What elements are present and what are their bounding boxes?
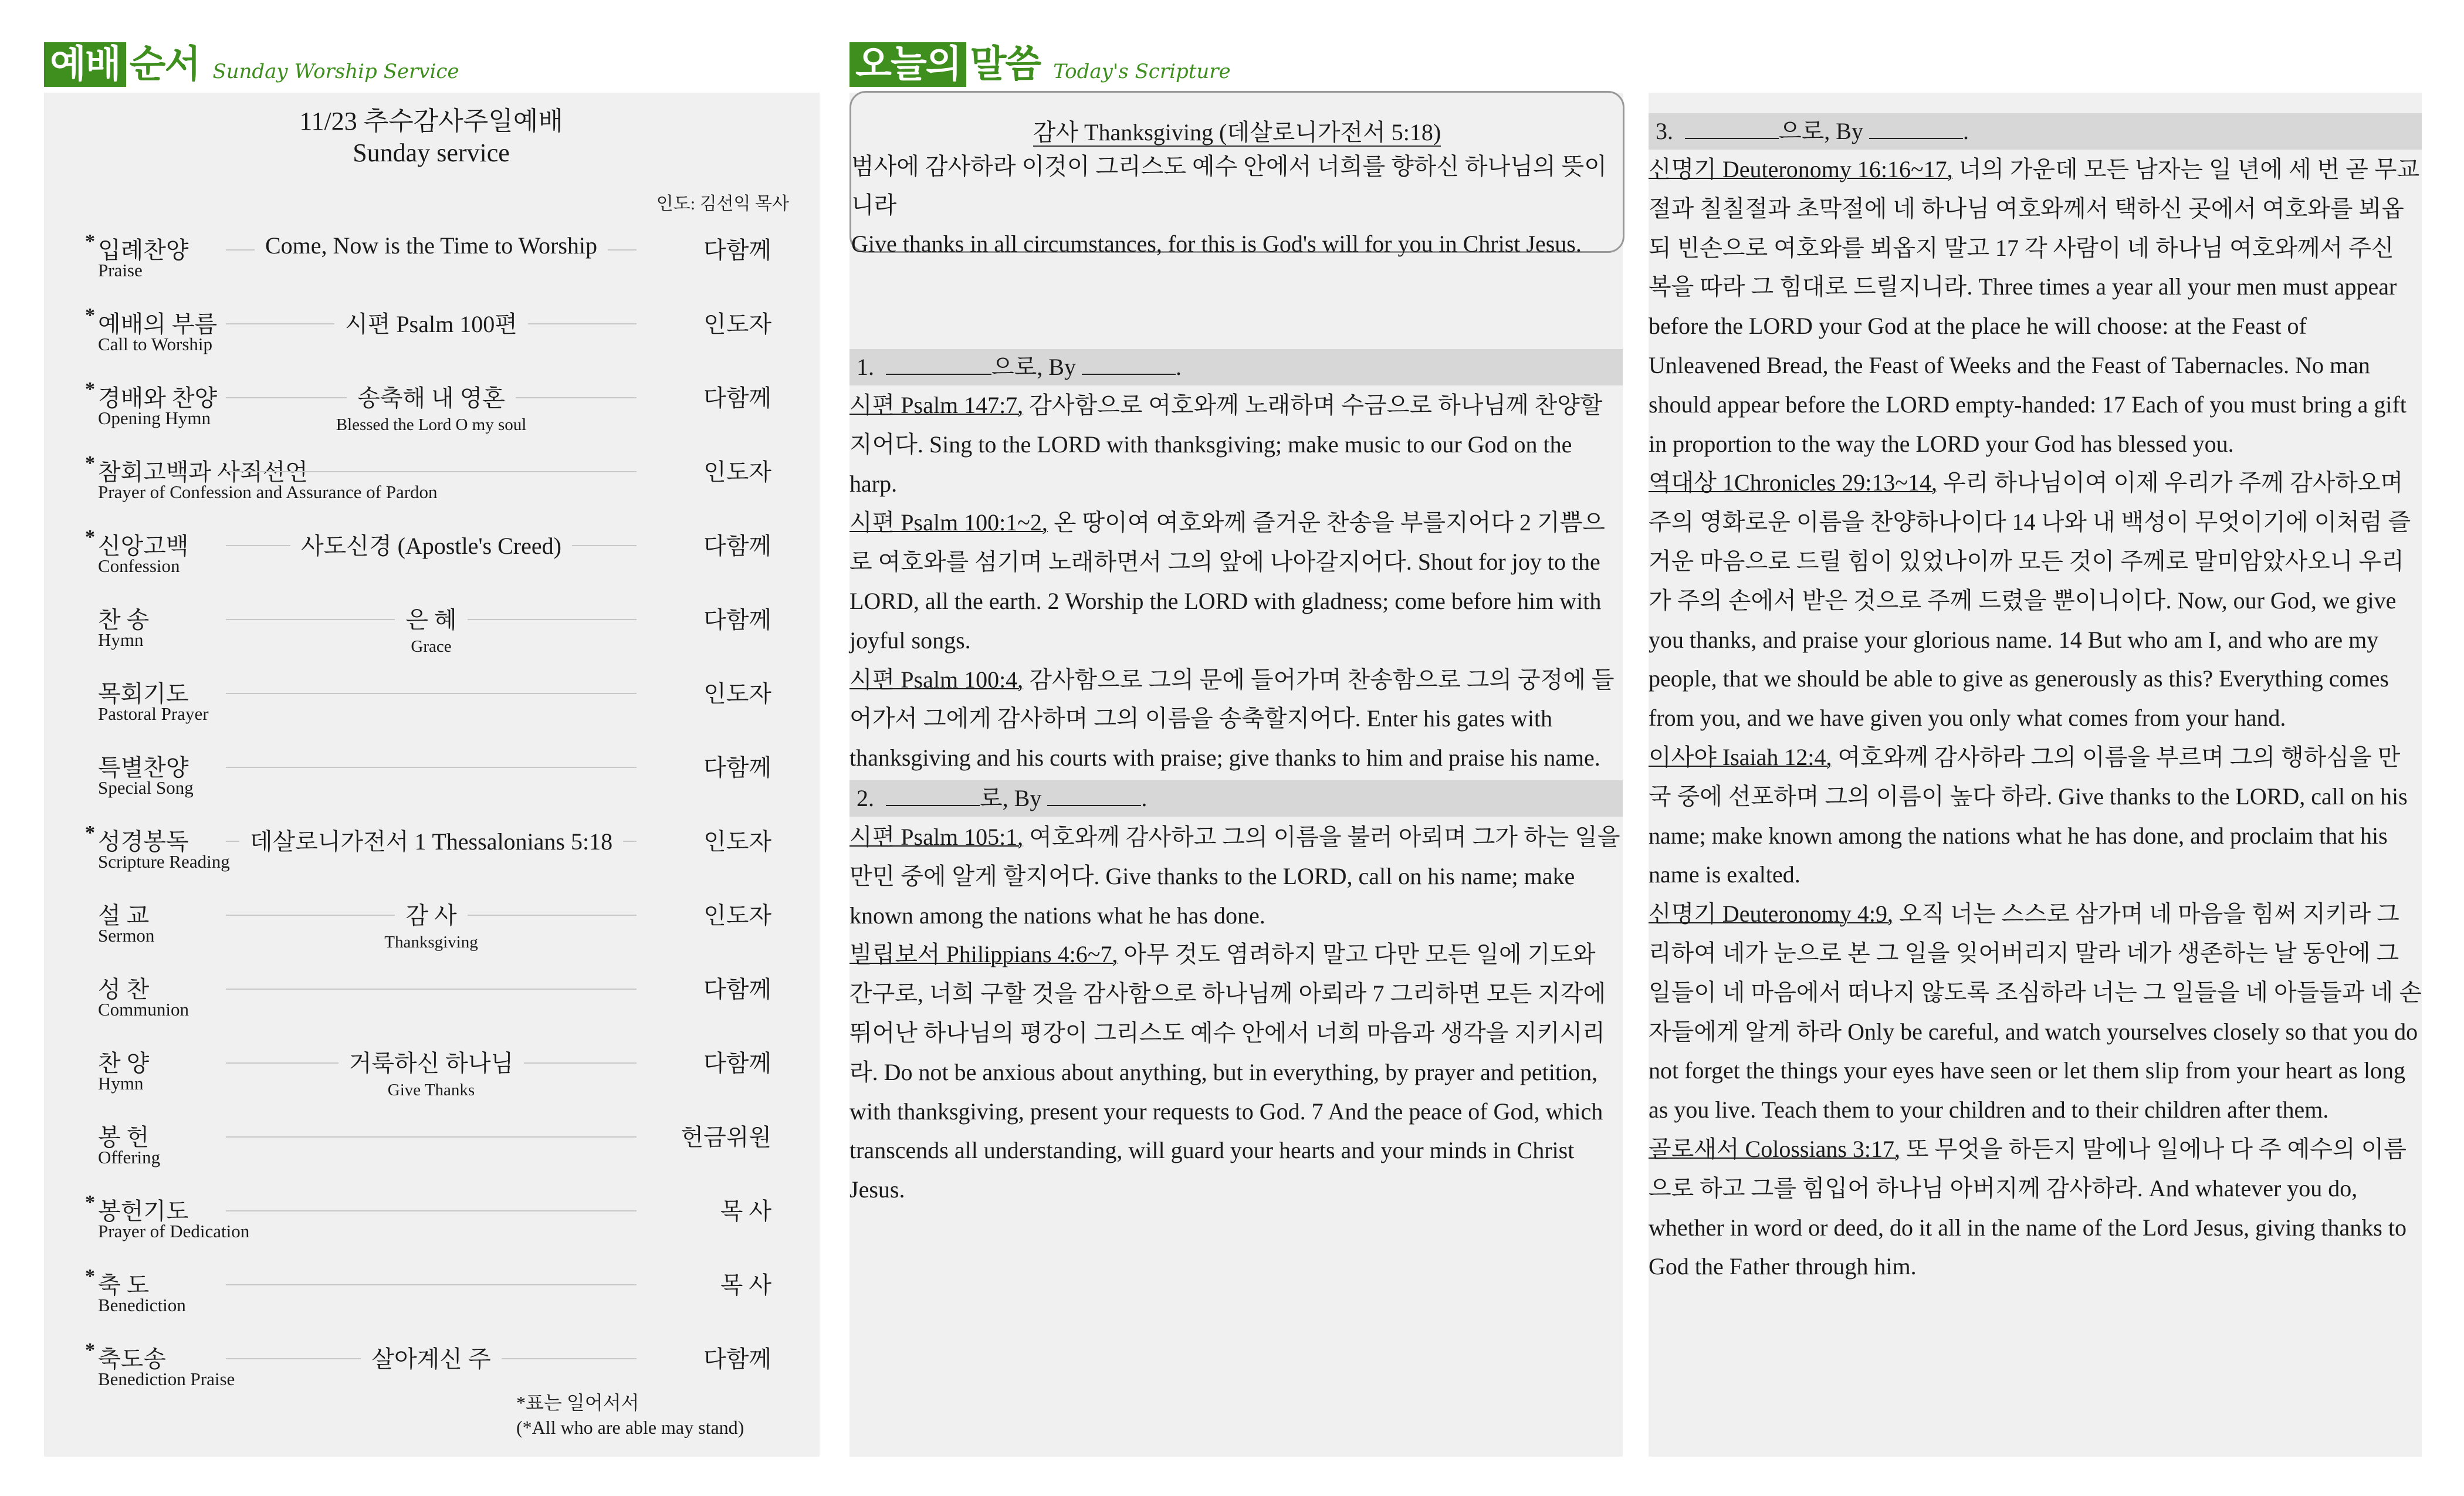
stand-marker: * bbox=[85, 304, 95, 326]
item-content-title: Come, Now is the Time to Worship bbox=[255, 232, 608, 259]
section-label: 로, By bbox=[980, 785, 1042, 811]
theme-verse-ko: 범사에 감사하라 이것이 그리스도 예수 안에서 너희를 향하신 하나님의 뜻이니라 bbox=[851, 153, 1607, 218]
item-content-subtitle: Blessed the Lord O my soul bbox=[336, 415, 527, 434]
item-title-en: Benediction Praise bbox=[98, 1369, 235, 1389]
dotted-leader-line bbox=[226, 1136, 637, 1138]
dotted-leader-line bbox=[226, 989, 637, 990]
section-1-verses bbox=[849, 386, 1623, 778]
item-content-title: 데살로니가전서 1 Thessalonians 5:18 bbox=[239, 823, 623, 857]
verse-text: 아무 것도 염려하지 말고 다만 모든 일에 기도와 간구로, 너희 구할 것을 감사함으로 하나님께 아뢰라 7 그리하면 모든 지각에 뛰어난 하나님의 평강이 그리스도 예수 안에서 너희 마음과 생각을 지키시리라. Do not be anxious about anything, but in everything, by prayer and petition, with thanksgiving, present your requests to God. 7 And the peace of God, which transcends all understanding, will guard your hearts and your minds in Christ Jesus. bbox=[849, 941, 1606, 1203]
dotted-leader-line bbox=[226, 1284, 637, 1285]
item-content-subtitle: Thanksgiving bbox=[384, 933, 478, 952]
worship-item bbox=[44, 1267, 771, 1331]
header-tag: 예배 bbox=[44, 42, 126, 87]
verse bbox=[1649, 469, 2411, 731]
item-title-en: Pastoral Prayer bbox=[98, 703, 209, 724]
item-title-en: Hymn bbox=[98, 629, 144, 650]
item-content bbox=[226, 1341, 637, 1374]
item-content-subtitle: Give Thanks bbox=[387, 1081, 475, 1099]
item-role: 다함께 bbox=[703, 976, 771, 1003]
section-end: . bbox=[1175, 354, 1182, 380]
header-tag: 오늘의 bbox=[849, 42, 966, 87]
worship-item bbox=[44, 232, 771, 296]
item-content-subtitle: Grace bbox=[411, 637, 452, 656]
section-number: 2. bbox=[857, 785, 874, 811]
verse-text: 너의 가운데 모든 남자는 일 년에 세 번 곧 무교절과 칠칠절과 초막절에 네 하나님 여호와께서 택하신 곳에서 여호와를 뵈옵되 빈손으로 여호와를 뵈옵지 말고 17 각 사람이 네 하나님 여호와께서 주신 복을 따라 그 힘대로 드릴지니라. Three times a year all your men must appear before the LORD your God at the place he will choose: at the Feast of Unleavened Bread, the Feast of Weeks and the Feast of Tabernacles. No man should appear before the LORD empty-handed: 17 Each of you must bring a gift in proportion to the way the LORD your God has blessed you. bbox=[1649, 156, 2420, 457]
item-title-en: Offering bbox=[98, 1147, 161, 1167]
theme-verse-en: Give thanks in all circumstances, for this is God's will for you in Christ Jesus. bbox=[851, 231, 1582, 257]
verse-reference: 신명기 Deuteronomy 16:16~17, bbox=[1649, 156, 1953, 182]
header-script: Today's Scripture bbox=[1053, 60, 1231, 83]
verse bbox=[849, 824, 1620, 929]
worship-item bbox=[44, 1119, 771, 1183]
worship-item bbox=[44, 1045, 771, 1109]
item-title-en: Confession bbox=[98, 556, 180, 576]
item-title-ko: 참회고백과 사죄선언 bbox=[98, 459, 308, 485]
item-title-ko: 특별찬양 bbox=[98, 754, 189, 781]
item-role: 인도자 bbox=[703, 681, 771, 707]
item-content-title: 거룩하신 하나님 bbox=[339, 1045, 524, 1078]
verse-text: 여호와께 감사하고 그의 이름을 불러 아뢰며 그가 하는 일을 만민 중에 알게 할지어다. Give thanks to the LORD, call on his name; make known among the nations what he has done. bbox=[849, 824, 1620, 929]
verse-reference: 시편 Psalm 147:7, bbox=[849, 392, 1024, 418]
verse bbox=[1649, 901, 2422, 1123]
item-role: 인도자 bbox=[703, 459, 771, 485]
item-title-ko: 성경봉독 bbox=[98, 828, 189, 855]
verse-reference: 시편 Psalm 100:1~2, bbox=[849, 509, 1048, 536]
header-tag-2: 순서 bbox=[129, 43, 200, 86]
worship-item bbox=[44, 971, 771, 1035]
stand-marker: * bbox=[85, 1192, 95, 1213]
verse bbox=[849, 509, 1605, 653]
item-role: 다함께 bbox=[703, 754, 771, 781]
section-label: 으로, By bbox=[991, 354, 1076, 380]
section-3-verses bbox=[1649, 150, 2422, 1287]
worship-item bbox=[44, 527, 771, 592]
scripture-header bbox=[849, 42, 1231, 87]
verse-text: 감사함으로 여호와께 노래하며 수금으로 하나님께 찬양할지어다. Sing to the LORD with thanksgiving; make music to our God on the harp. bbox=[849, 392, 1603, 497]
verse-reference: 시편 Psalm 105:1, bbox=[849, 824, 1024, 850]
item-role: 다함께 bbox=[703, 1346, 771, 1372]
item-content bbox=[226, 527, 637, 561]
item-role: 헌금위원 bbox=[681, 1124, 771, 1150]
stand-marker: * bbox=[85, 526, 95, 548]
item-content bbox=[226, 380, 637, 435]
item-role: 목 사 bbox=[720, 1198, 771, 1224]
item-title-en: Prayer of Dedication bbox=[98, 1221, 250, 1241]
section-1-bar bbox=[849, 349, 1623, 385]
item-role: 인도자 bbox=[703, 902, 771, 929]
section-3-bar bbox=[1649, 113, 2422, 150]
item-title-ko: 찬 송 bbox=[98, 607, 150, 633]
service-title-en: Sunday service bbox=[353, 138, 510, 167]
item-role: 목 사 bbox=[720, 1272, 771, 1298]
stand-marker: * bbox=[85, 822, 95, 844]
item-title-ko: 봉헌기도 bbox=[98, 1198, 189, 1224]
verse-reference: 시편 Psalm 100:4, bbox=[849, 666, 1024, 693]
item-content-title: 감 사 bbox=[395, 897, 467, 930]
stand-marker: * bbox=[85, 1265, 95, 1287]
item-title-en: Benediction bbox=[98, 1295, 186, 1315]
verse bbox=[849, 941, 1606, 1203]
verse-reference: 역대상 1Chronicles 29:13~14, bbox=[1649, 469, 1937, 496]
service-leader: 인도: 김선익 목사 bbox=[656, 194, 789, 214]
verse-text: 또 무엇을 하든지 말에나 일에나 다 주 예수의 이름으로 하고 그를 힘입어 하나님 아버지께 감사하라. And whatever you do, whether in word or deed, do it all in the name of the Lord Jesus, giving thanks to God the Father through him. bbox=[1649, 1135, 2407, 1280]
item-content-title: 시편 Psalm 100편 bbox=[334, 306, 528, 339]
item-content bbox=[226, 601, 637, 656]
dotted-leader-line bbox=[226, 767, 637, 768]
item-title-ko: 축도송 bbox=[98, 1346, 166, 1372]
item-title-ko: 목회기도 bbox=[98, 681, 189, 707]
worship-order-header bbox=[44, 42, 459, 87]
verse-text: 오직 너는 스스로 삼가며 네 마음을 힘써 지키라 그리하여 네가 눈으로 본 그 일을 잊어버리지 말라 네가 생존하는 날 동안에 그 일들이 네 마음에서 떠나지 않도록 조심하라 너는 그 일들을 네 아들들과 네 손자들에게 알게 하라 Only be careful, and watch yourselves closely so that you do not forget the things your eyes have seen or let them slip from your heart as long as you live. Teach them to your children and to their children after them. bbox=[1649, 901, 2422, 1123]
item-title-ko: 봉 헌 bbox=[98, 1124, 150, 1150]
worship-item bbox=[44, 380, 771, 444]
item-title-ko: 입례찬양 bbox=[98, 237, 189, 263]
item-role: 다함께 bbox=[703, 533, 771, 559]
theme-verse-box bbox=[849, 91, 1624, 257]
worship-item bbox=[44, 453, 771, 518]
item-title-ko: 예배의 부름 bbox=[98, 311, 218, 337]
item-content bbox=[226, 306, 637, 339]
item-title-en: Prayer of Confession and Assurance of Pardon bbox=[98, 482, 438, 502]
item-title-en: Scripture Reading bbox=[98, 851, 230, 872]
item-content-title: 은 혜 bbox=[395, 601, 467, 635]
stand-marker: * bbox=[85, 1339, 95, 1361]
section-2-bar bbox=[849, 780, 1623, 817]
dotted-leader-line bbox=[226, 693, 637, 694]
item-title-ko: 축 도 bbox=[98, 1272, 150, 1298]
worship-item bbox=[44, 306, 771, 370]
item-role: 다함께 bbox=[703, 607, 771, 633]
verse-text: 온 땅이여 여호와께 즐거운 찬송을 부를지어다 2 기쁨으로 여호와를 섬기며 노래하면서 그의 앞에 나아갈지어다. Shout for joy to the LORD, all the earth. 2 Worship the LORD with gladness; come before him with joyful songs. bbox=[849, 509, 1605, 654]
item-title-en: Opening Hymn bbox=[98, 408, 211, 428]
item-title-en: Praise bbox=[98, 260, 143, 280]
verse-text: 감사함으로 그의 문에 들어가며 찬송함으로 그의 궁정에 들어가서 그에게 감사하며 그의 이름을 송축할지어다. Enter his gates with thanksgiving and his courts with praise; give thanks to him and praise his name. bbox=[849, 666, 1615, 771]
standing-note-ko: *표는 일어서서 bbox=[516, 1392, 639, 1413]
section-end: . bbox=[1962, 118, 1969, 144]
section-label: 으로, By bbox=[1779, 118, 1863, 144]
verse bbox=[1649, 156, 2419, 457]
section-end: . bbox=[1141, 785, 1148, 811]
verse bbox=[1649, 1136, 2407, 1280]
service-title bbox=[44, 106, 818, 169]
header-script: Sunday Worship Service bbox=[212, 60, 459, 83]
section-number: 1. bbox=[857, 354, 874, 380]
verse-reference: 골로새서 Colossians 3:17, bbox=[1649, 1135, 1901, 1162]
stand-marker: * bbox=[85, 378, 95, 400]
service-title-ko: 11/23 추수감사주일예배 bbox=[299, 107, 563, 136]
item-title-en: Sermon bbox=[98, 925, 155, 946]
standing-note-en: (*All who are able may stand) bbox=[516, 1417, 744, 1438]
verse-reference: 이사야 Isaiah 12:4, bbox=[1649, 743, 1832, 770]
stand-marker: * bbox=[85, 231, 95, 252]
worship-item bbox=[44, 675, 771, 740]
item-title-en: Special Song bbox=[98, 777, 194, 798]
verse bbox=[849, 666, 1615, 771]
worship-item bbox=[44, 823, 771, 888]
worship-item bbox=[44, 749, 771, 814]
item-content-title: 송축해 내 영혼 bbox=[347, 380, 516, 413]
standing-note bbox=[516, 1390, 744, 1440]
verse bbox=[1649, 744, 2408, 888]
section-2-verses bbox=[849, 818, 1623, 1210]
item-title-ko: 경배와 찬양 bbox=[98, 385, 218, 411]
theme-title: 감사 Thanksgiving (데살로니가전서 5:18) bbox=[1033, 119, 1441, 145]
item-role: 다함께 bbox=[703, 385, 771, 411]
item-role: 인도자 bbox=[703, 828, 771, 855]
verse-text: 여호와께 감사하라 그의 이름을 부르며 그의 행하심을 만국 중에 선포하며 그의 이름이 높다 하라. Give thanks to the LORD, call on his name; make known among the nations what he has done, and proclaim that his name is exalted. bbox=[1649, 743, 2408, 888]
item-content bbox=[226, 897, 637, 952]
item-role: 다함께 bbox=[703, 237, 771, 263]
item-role: 다함께 bbox=[703, 1050, 771, 1077]
verse bbox=[849, 392, 1603, 497]
stand-marker: * bbox=[85, 452, 95, 474]
item-role: 인도자 bbox=[703, 311, 771, 337]
item-title-en: Communion bbox=[98, 999, 189, 1020]
dotted-leader-line bbox=[226, 471, 637, 472]
item-title-en: Call to Worship bbox=[98, 334, 212, 354]
verse-reference: 빌립보서 Philippians 4:6~7, bbox=[849, 941, 1118, 968]
item-title-ko: 성 찬 bbox=[98, 976, 150, 1003]
worship-item bbox=[44, 601, 771, 666]
item-title-ko: 신앙고백 bbox=[98, 533, 189, 559]
worship-item bbox=[44, 897, 771, 962]
worship-item bbox=[44, 1193, 771, 1257]
item-content bbox=[226, 823, 637, 857]
verse-text: 우리 하나님이여 이제 우리가 주께 감사하오며 주의 영화로운 이름을 찬양하나이다 14 나와 내 백성이 무엇이기에 이처럼 즐거운 마음으로 드릴 힘이 있었나이까 모든 것이 주께로 말미암았사오니 우리가 주의 손에서 받은 것으로 주께 드렸을 뿐이니이다. Now, our God, we give you thanks, and praise your glorious name. 14 But who am I, and who are my people, that we should be able to give as generously as this? Everything comes from you, and we have given you only what comes from your hand. bbox=[1649, 469, 2411, 732]
item-content-title: 사도신경 (Apostle's Creed) bbox=[290, 527, 572, 561]
dotted-leader-line bbox=[226, 1210, 637, 1211]
item-title-ko: 설 교 bbox=[98, 902, 150, 929]
header-tag-2: 말씀 bbox=[970, 43, 1041, 86]
verse-reference: 신명기 Deuteronomy 4:9, bbox=[1649, 901, 1893, 928]
item-content bbox=[226, 1045, 637, 1100]
item-content bbox=[226, 232, 637, 259]
section-number: 3. bbox=[1656, 118, 1673, 144]
item-title-en: Hymn bbox=[98, 1073, 144, 1094]
item-title-ko: 찬 양 bbox=[98, 1050, 150, 1077]
item-content-title: 살아계신 주 bbox=[361, 1341, 501, 1374]
